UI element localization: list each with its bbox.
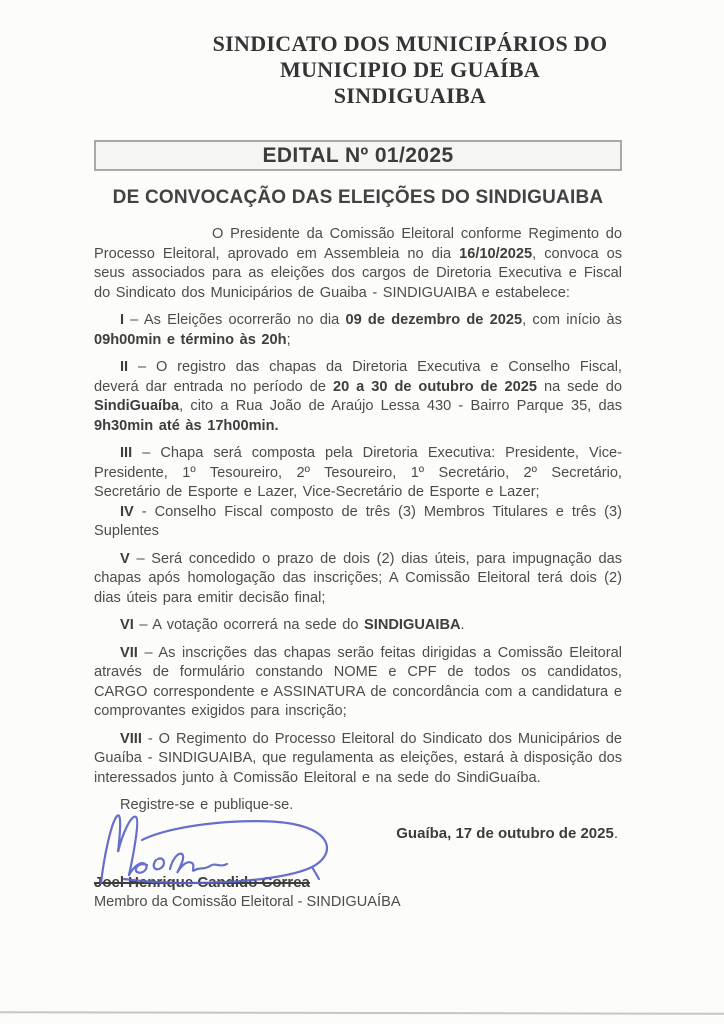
edital-item-ii: II – O registro das chapas da Diretoria Executiva e Conselho Fiscal, deverá dar entrada no período de 20 a 30 de outubro de 2025 na sede do SindiGuaíba, cito a Rua João de Araújo Lessa 430 - Bairro Parque 35, das 9h30min até às 17h00min.	[94, 359, 622, 434]
convocation-subtitle: DE CONVOCAÇÃO DAS ELEIÇÕES DO SINDIGUAIBA	[112, 187, 604, 208]
document-content	[94, 0, 622, 912]
edital-item-viii: VIII - O Regimento do Processo Eleitoral do Sindicato dos Municipários de Guaíba - SINDIGUAIBA, que regulamenta as eleições, estará à disposição dos interessados junto à Comissão Eleitoral e na sede do SindiGuaíba.	[94, 730, 622, 786]
organization-header	[146, 31, 674, 109]
intro-paragraph: O Presidente da Comissão Eleitoral conforme Regimento do Processo Eleitoral, aprovado em Assembleia no dia 16/10/2025, convoca os seus associados para as eleições dos cargos de Diretoria Executiva e Fiscal do Sindicato dos Municipários de Guaiba - SINDIGUAIBA e estabelece:	[94, 226, 622, 301]
signature-block	[94, 873, 622, 912]
edital-item-i: I – As Eleições ocorrerão no dia 09 de dezembro de 2025, com início às 09h00min e término às 20h;	[94, 312, 622, 348]
edital-number-title: EDITAL Nº 01/2025	[262, 143, 454, 167]
edital-item-iii: III – Chapa será composta pela Diretoria Executiva: Presidente, Vice-Presidente, 1º Tesoureiro, 2º Tesoureiro, 1º Secretário, 2º Secretário, Secretário de Esporte e Lazer, Vice-Secretário de Esporte e Lazer;	[94, 445, 622, 500]
edital-item-vii: VII – As inscrições das chapas serão feitas dirigidas a Comissão Eleitoral através de formulário constando NOME e CPF de todos os candidatos, CARGO correspondente e ASSINATURA de concordância com a candidatura e comprovantes exigidos para inscrição;	[94, 644, 622, 719]
place-date-line: Guaíba, 17 de outubro de 2025.	[396, 824, 618, 842]
edital-number-box	[94, 140, 622, 171]
signatory-role: Membro da Comissão Eleitoral - SINDIGUAÍBA	[94, 893, 401, 910]
edital-item-vi: VI – A votação ocorrerá na sede do SINDIGUAIBA.	[120, 617, 465, 633]
scan-page-edge-line	[0, 1011, 724, 1015]
edital-item-iv: IV - Conselho Fiscal composto de três (3) Membros Titulares e três (3) Suplentes	[94, 503, 622, 539]
org-name-line-1: SINDICATO DOS MUNICIPÁRIOS DO	[212, 31, 608, 56]
closing-line: Registre-se e publique-se.	[120, 797, 294, 813]
org-name-line-3: SINDIGUAIBA	[333, 83, 487, 108]
org-name-line-2: MUNICIPIO DE GUAÍBA	[280, 57, 540, 82]
edital-body	[94, 225, 622, 816]
signatory-name: Joel Henrique Candido Correa	[94, 874, 310, 891]
edital-item-v: V – Será concedido o prazo de dois (2) dias úteis, para impugnação das chapas após homologação das inscrições; A Comissão Eleitoral terá dois (2) dias úteis para emitir decisão final;	[94, 550, 622, 606]
